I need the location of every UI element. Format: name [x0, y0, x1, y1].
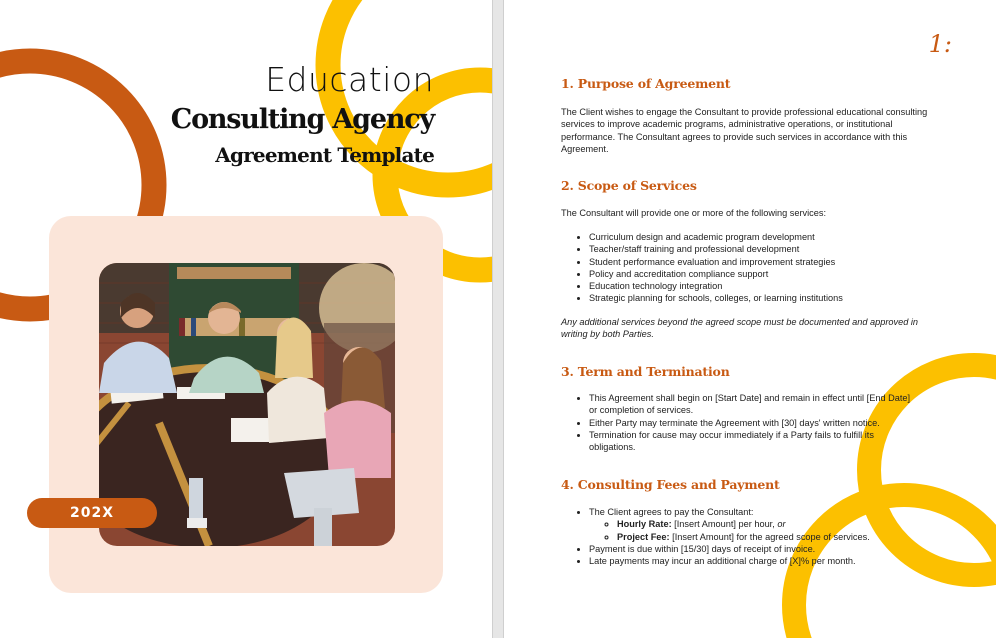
scope-intro: The Consultant will provide one or more of the following services: — [561, 208, 827, 218]
list-item — [589, 506, 929, 543]
list-item: • Teacher/staff training and professional development — [589, 243, 939, 255]
hourly-rate-text: [Insert Amount] per hour, — [671, 519, 778, 530]
year-badge: 202X — [27, 498, 157, 528]
list-item: • Curriculum design and academic program development — [589, 231, 939, 243]
page-number: 1: — [928, 30, 952, 58]
section-heading-scope: 2. Scope of Services — [561, 178, 697, 193]
list-item: • Termination for cause may occur immediately if a Party fails to fulfill its obligations. — [589, 429, 919, 454]
list-item: • Payment is due within [15/30] days of receipt of invoice. — [589, 543, 929, 555]
list-item: • This Agreement shall begin on [Start Date] and remain in effect until [End Date] or completion of services. — [589, 392, 919, 417]
section-heading-fees: 4. Consulting Fees and Payment — [561, 477, 780, 492]
fees-list — [561, 506, 929, 567]
list-item: • Either Party may terminate the Agreement with [30] days' written notice. — [589, 417, 919, 429]
cover-title-line1: Education — [265, 60, 434, 99]
content-page — [504, 0, 996, 638]
cover-title-line3: Agreement Template — [215, 143, 434, 167]
list-item: • Education technology integration — [589, 280, 939, 292]
fees-intro: The Client agrees to pay the Consultant: — [589, 507, 754, 517]
list-item — [617, 531, 929, 543]
purpose-paragraph: The Client wishes to engage the Consultant to provide professional educational consulting services to improve academic programs, administrative operations, or institutional performance. The Consultant agrees to provide such services in accordance with this Agreement. — [561, 107, 928, 154]
section-heading-purpose: 1. Purpose of Agreement — [561, 76, 731, 91]
hourly-rate-or: or — [777, 519, 786, 530]
project-fee-text: [Insert Amount] for the agreed scope of services. — [669, 531, 870, 542]
list-item — [617, 518, 929, 530]
list-item: • Late payments may incur an additional charge of [X]% per month. — [589, 555, 929, 567]
cover-page — [0, 0, 492, 638]
services-list — [561, 231, 939, 305]
list-item: • Student performance evaluation and improvement strategies — [589, 256, 939, 268]
list-item: • Strategic planning for schools, colleges, or learning institutions — [589, 292, 939, 304]
hourly-rate-label: Hourly Rate: — [617, 519, 672, 530]
project-fee-label: Project Fee: — [617, 531, 670, 542]
term-list — [561, 392, 919, 453]
fees-sublist — [589, 518, 929, 543]
cover-title-line2: Consulting Agency — [170, 104, 434, 135]
scope-note: Any additional services beyond the agreed scope must be documented and approved in writing by both Parties. — [561, 317, 919, 340]
list-item: • Policy and accreditation compliance support — [589, 268, 939, 280]
section-heading-term: 3. Term and Termination — [561, 364, 730, 379]
